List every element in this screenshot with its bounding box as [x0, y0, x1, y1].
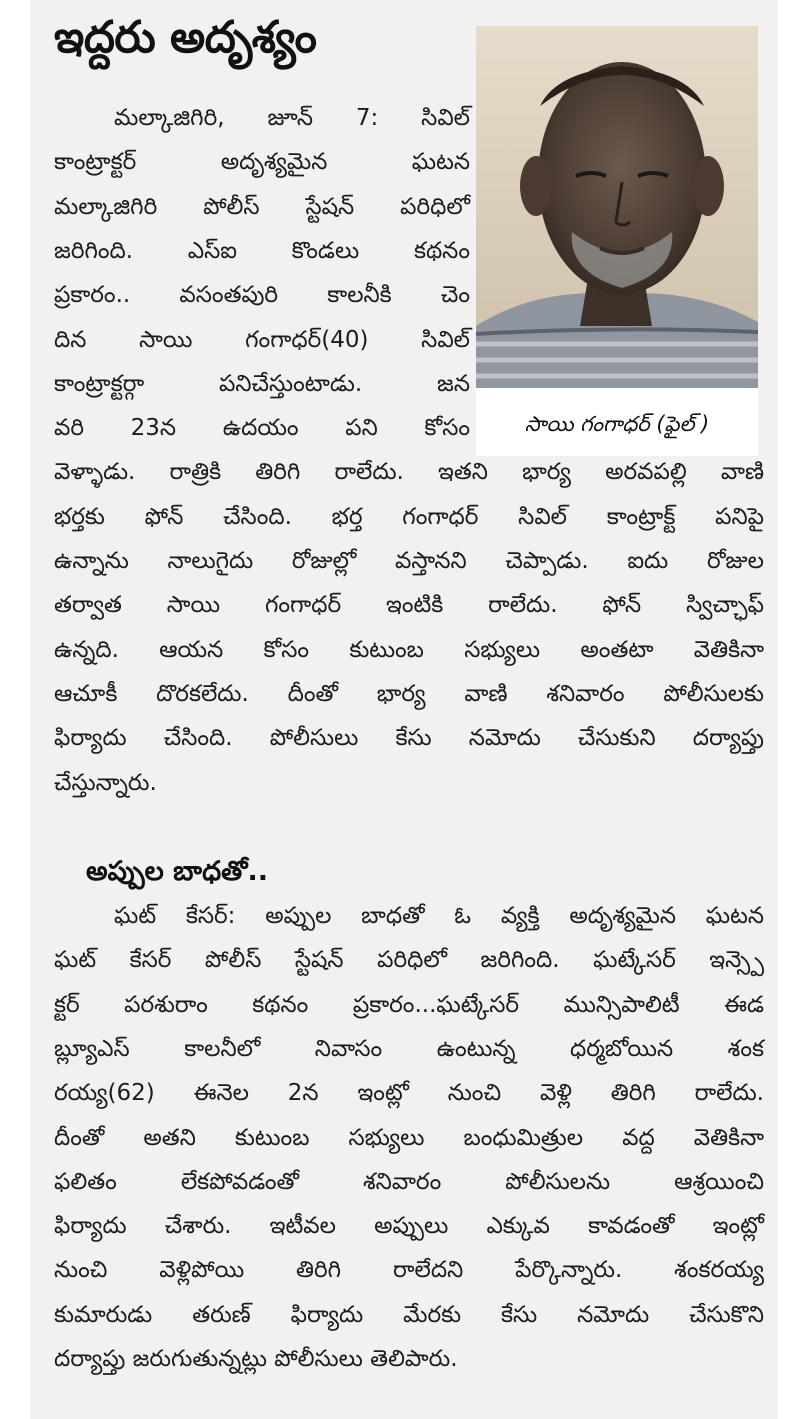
article-line: ఘట్ కేసర్ పోలీస్ స్టేషన్ పరిధిలో జరిగింది. ఘట్కేసర్ ఇన్స్పె	[54, 947, 764, 974]
article-line: కుమారుడు తరుణ్ ఫిర్యాదు మేరకు కేసు నమోదు చేసుకొని	[54, 1301, 764, 1328]
article-line: వరి 23న ఉదయం పని కోసం	[54, 415, 470, 442]
article-line: ఆచూకీ దొరకలేదు. దీంతో భార్య వాణి శనివారం పోలీసులకు	[54, 680, 764, 707]
article-line: ఉన్నది. ఆయన కోసం కుటుంబ సభ్యులు అంతటా వెతికినా	[54, 636, 764, 663]
article-line: బ్ల్యూఎస్ కాలనీలో నివాసం ఉంటున్న ధర్మబోయిన శంక	[54, 1035, 764, 1062]
article-line: ప్రకారం.. వసంతపురి కాలనీకి చెం	[54, 282, 470, 309]
article-line: ఫిర్యాదు చేశారు. ఇటీవల అప్పులు ఎక్కువ కావడంతో ఇంట్లో	[54, 1213, 764, 1240]
article-line: భర్తకు ఫోన్ చేసింది. భర్త గంగాధర్ సివిల్ కాంట్రాక్ట్ పనిపై	[54, 503, 764, 530]
article-line: ఫిర్యాదు చేసింది. పోలీసులు కేసు నమోదు చేసుకుని దర్యాప్తు	[54, 725, 764, 752]
article-line: కాంట్రాక్టర్ అదృశ్యమైన ఘటన	[54, 149, 470, 176]
article-line: మల్కాజిగిరి పోలీస్ స్టేషన్ పరిధిలో	[54, 193, 470, 220]
article-line: చేస్తున్నారు.	[54, 769, 157, 796]
article-line: కాంట్రాక్టర్గా పనిచేస్తుంటాడు. జన	[54, 370, 470, 397]
person-portrait	[476, 26, 758, 388]
article-line: నుంచి వెళ్లిపోయి తిరిగి రాలేదని పేర్కొన్నారు. శంకరయ్య	[54, 1257, 764, 1284]
news-clipping	[30, 0, 778, 1419]
article-line: ఘట్ కేసర్: అప్పుల బాధతో ఓ వ్యక్తి అదృశ్యమైన ఘటన	[114, 903, 764, 929]
article-line: వెళ్ళాడు. రాత్రికి తిరిగి రాలేదు. ఇతని భార్య అరవపల్లి వాణి	[54, 459, 764, 486]
article-line: దీంతో అతని కుటుంబ సభ్యులు బంధుమిత్రుల వద్ద వెతికినా	[54, 1124, 764, 1151]
article-line: ఉన్నాను నాలుగైదు రోజుల్లో వస్తానని చెప్పాడు. ఐదు రోజుల	[54, 548, 764, 574]
subheadline: అప్పుల బాధతో..	[86, 856, 269, 887]
article-line: దర్యాప్తు జరుగుతున్నట్లు పోలీసులు తెలిపారు.	[54, 1346, 458, 1372]
headline: ఇద్దరు అదృశ్యం	[54, 12, 317, 63]
person-photo	[476, 26, 758, 388]
article-line: మల్కాజిగిరి, జూన్ 7: సివిల్	[114, 105, 470, 131]
article-line: ఫలితం లేకపోవడంతో శనివారం పోలీసులను ఆశ్రయించి	[54, 1168, 764, 1195]
photo-frame	[476, 26, 758, 456]
article-line: దిన సాయి గంగాధర్(40) సివిల్	[54, 326, 470, 353]
article-line: తర్వాత సాయి గంగాధర్ ఇంటికి రాలేదు. ఫోన్ స్విచ్ఛాఫ్	[54, 592, 764, 619]
article-line: రయ్య(62) ఈనెల 2న ఇంట్లో నుంచి వెళ్లి తిరిగి రాలేదు.	[54, 1080, 764, 1107]
article-line: జరిగింది. ఎస్ఐ కొండలు కథనం	[54, 237, 470, 264]
photo-caption: సాయి గంగాధర్ (ఫైల్ )	[524, 412, 710, 436]
article-line: క్టర్ పరశురాం కథనం ప్రకారం...ఘట్కేసర్ మున్సిపాలిటీ ఈడ	[54, 991, 764, 1018]
